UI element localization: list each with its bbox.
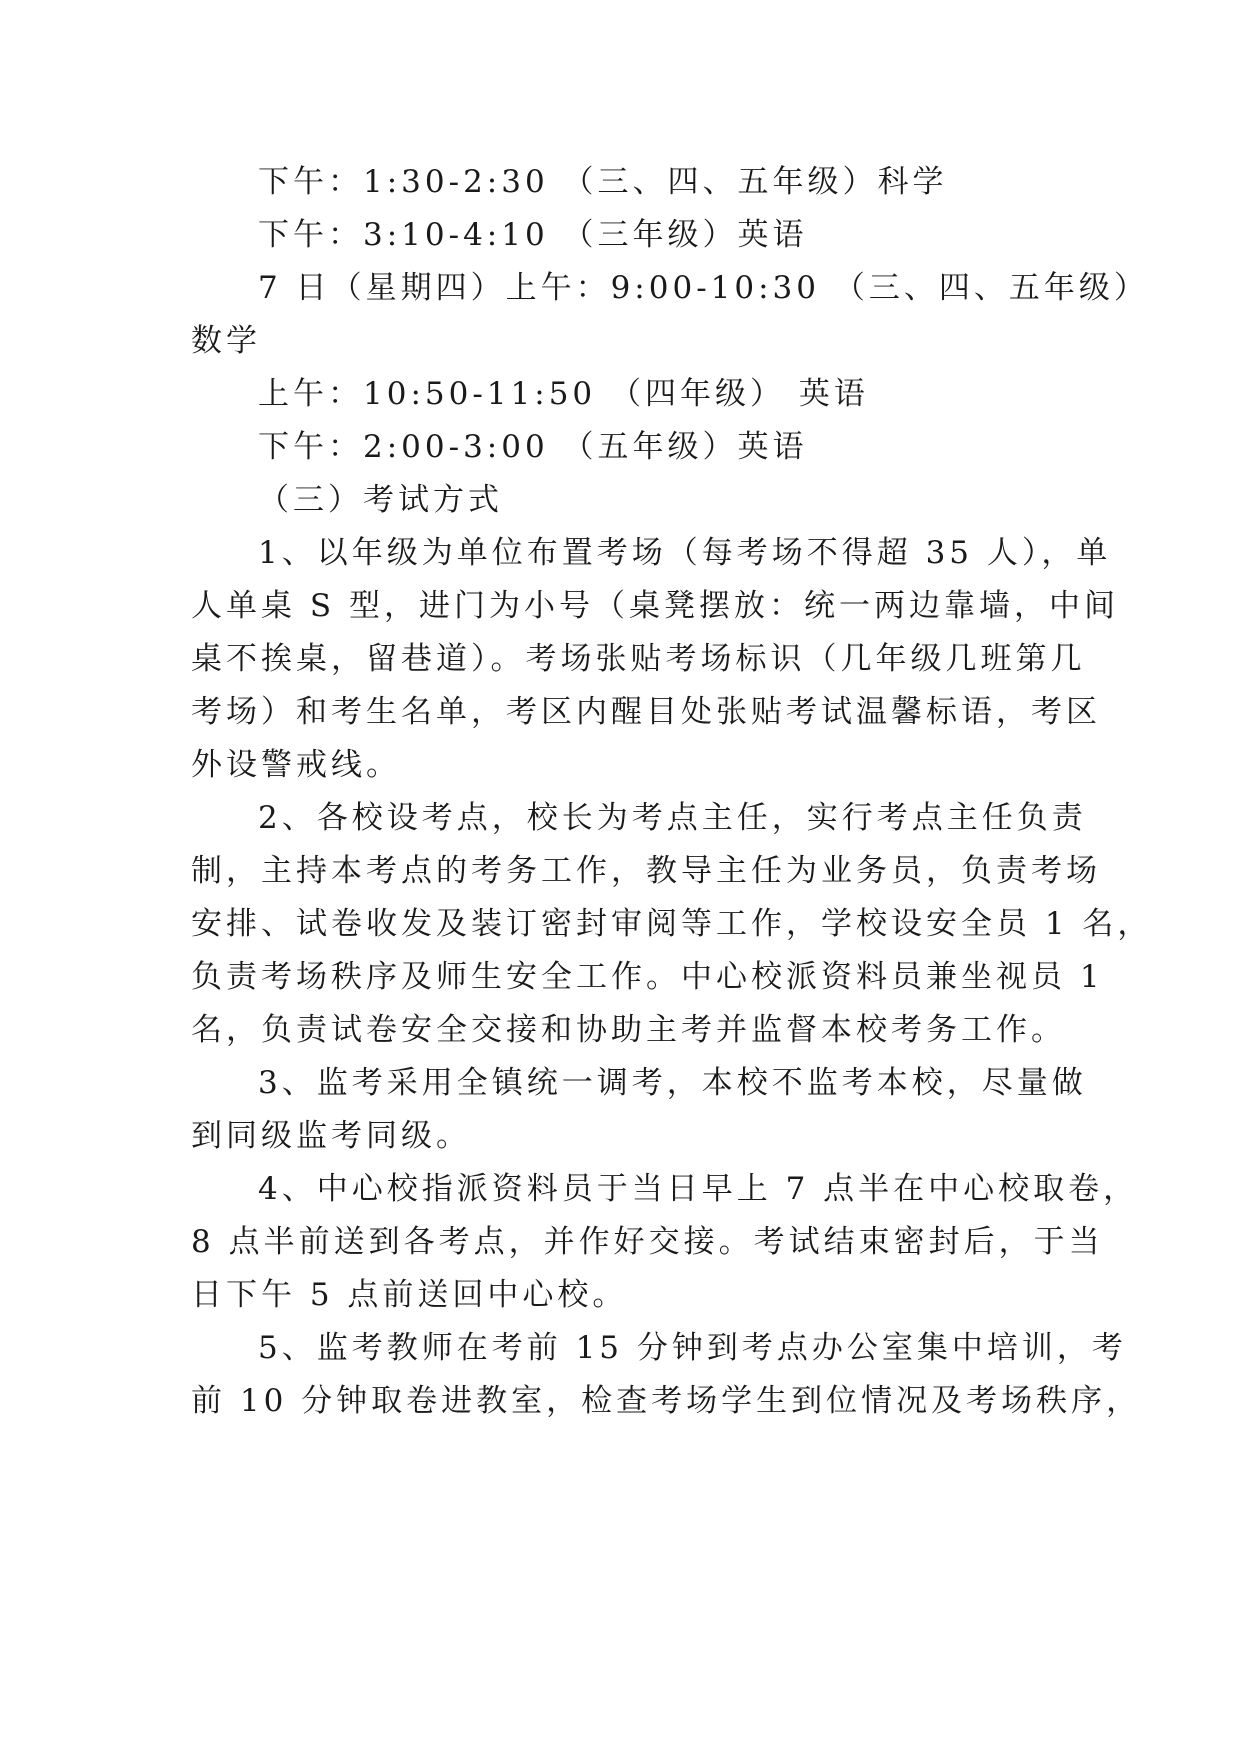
schedule-line-english-grade5: 下午：2:00-3:00 （五年级）英语 (258, 429, 808, 465)
paragraph-2-line-1: 2、各校设考点，校长为考点主任，实行考点主任负责 (258, 800, 1087, 836)
paragraph-2-line-3: 安排、试卷收发及装订密封审阅等工作，学校设安全员 1 名， (191, 906, 1153, 942)
paragraph-4-line-3: 日下午 5 点前送回中心校。 (191, 1277, 628, 1313)
paragraph-3-line-2: 到同级监考同级。 (191, 1118, 471, 1154)
paragraph-3-line-1: 3、监考采用全镇统一调考，本校不监考本校，尽量做 (258, 1065, 1087, 1101)
paragraph-2-line-2: 制，主持本考点的考务工作，教导主任为业务员，负责考场 (191, 853, 1101, 889)
schedule-line-math: 数学 (191, 323, 261, 359)
paragraph-1-line-5: 外设警戒线。 (191, 747, 401, 783)
section-heading-exam-method: （三）考试方式 (258, 482, 503, 518)
paragraph-1-line-2: 人单桌 S 型，进门为小号（桌凳摆放：统一两边靠墙，中间 (191, 588, 1119, 624)
paragraph-1-line-1: 1、以年级为单位布置考场（每考场不得超 35 人），单 (258, 535, 1112, 571)
paragraph-1-line-4: 考场）和考生名单，考区内醒目处张贴考试温馨标语，考区 (191, 694, 1101, 730)
schedule-line-thursday: 7 日（星期四）上午：9:00-10:30 （三、四、五年级） (258, 270, 1149, 306)
schedule-line-science: 下午：1:30-2:30 （三、四、五年级）科学 (258, 164, 948, 200)
schedule-line-english-grade4: 上午：10:50-11:50 （四年级） 英语 (258, 376, 869, 412)
paragraph-5-line-1: 5、监考教师在考前 15 分钟到考点办公室集中培训，考 (258, 1330, 1127, 1366)
paragraph-2-line-5: 名，负责试卷安全交接和协助主考并监督本校考务工作。 (191, 1012, 1066, 1048)
schedule-line-english-grade3: 下午：3:10-4:10 （三年级）英语 (258, 217, 808, 253)
paragraph-5-line-2: 前 10 分钟取卷进教室，检查考场学生到位情况及考场秩序， (191, 1383, 1142, 1419)
paragraph-1-line-3: 桌不挨桌，留巷道）。考场张贴考场标识（几年级几班第几 (191, 641, 1086, 677)
paragraph-4-line-2: 8 点半前送到各考点，并作好交接。考试结束密封后，于当 (191, 1224, 1104, 1260)
paragraph-2-line-4: 负责考场秩序及师生安全工作。中心校派资料员兼坐视员 1 (191, 959, 1104, 995)
paragraph-4-line-1: 4、中心校指派资料员于当日早上 7 点半在中心校取卷， (258, 1171, 1139, 1207)
